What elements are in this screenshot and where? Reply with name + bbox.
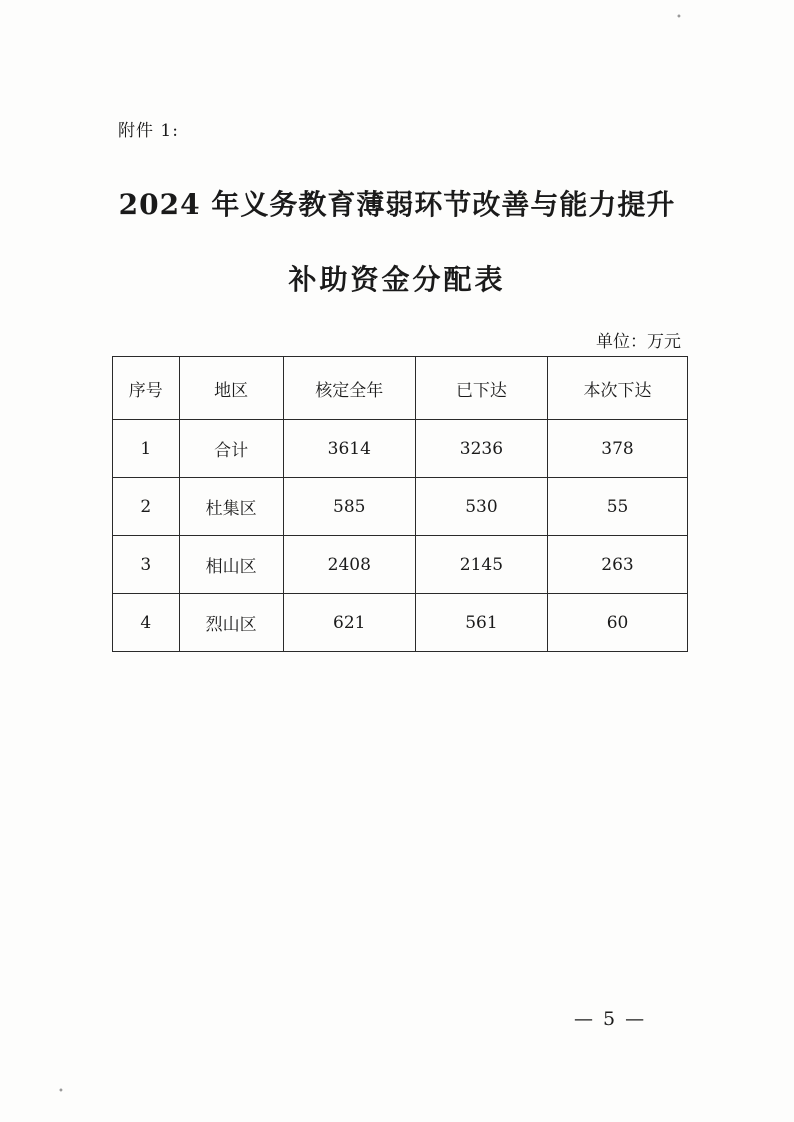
cell-region: 烈山区 <box>179 594 283 652</box>
scan-speck-mark: • <box>676 12 682 23</box>
header-cell-approved-annual: 核定全年 <box>283 357 415 420</box>
table-row <box>113 478 688 536</box>
page-number: — 5 — <box>574 1008 647 1030</box>
table-row <box>113 594 688 652</box>
cell-number: 4 <box>113 594 180 652</box>
table-row <box>113 536 688 594</box>
cell-approved-annual: 621 <box>283 594 415 652</box>
table-header-row <box>113 357 688 420</box>
cell-approved-annual: 3614 <box>283 420 415 478</box>
scan-speck-mark: • <box>58 1086 64 1097</box>
cell-region: 合计 <box>179 420 283 478</box>
header-cell-already-issued: 已下达 <box>415 357 547 420</box>
cell-already-issued: 530 <box>415 478 547 536</box>
cell-current-issue: 55 <box>548 478 688 536</box>
cell-already-issued: 561 <box>415 594 547 652</box>
cell-current-issue: 263 <box>548 536 688 594</box>
cell-number: 2 <box>113 478 180 536</box>
cell-already-issued: 3236 <box>415 420 547 478</box>
attachment-label: 附件 1: <box>118 121 179 141</box>
header-cell-region: 地区 <box>179 357 283 420</box>
table-row <box>113 420 688 478</box>
unit-label: 单位：万元 <box>596 332 681 352</box>
cell-number: 3 <box>113 536 180 594</box>
cell-region: 相山区 <box>179 536 283 594</box>
document-title-line-1: 2024 年义务教育薄弱环节改善与能力提升 <box>118 188 676 221</box>
header-cell-number: 序号 <box>113 357 180 420</box>
cell-approved-annual: 2408 <box>283 536 415 594</box>
cell-region: 杜集区 <box>179 478 283 536</box>
cell-number: 1 <box>113 420 180 478</box>
allocation-table <box>112 356 688 652</box>
cell-current-issue: 60 <box>548 594 688 652</box>
header-cell-current-issue: 本次下达 <box>548 357 688 420</box>
cell-current-issue: 378 <box>548 420 688 478</box>
document-title-line-2: 补助资金分配表 <box>288 263 506 296</box>
cell-approved-annual: 585 <box>283 478 415 536</box>
cell-already-issued: 2145 <box>415 536 547 594</box>
